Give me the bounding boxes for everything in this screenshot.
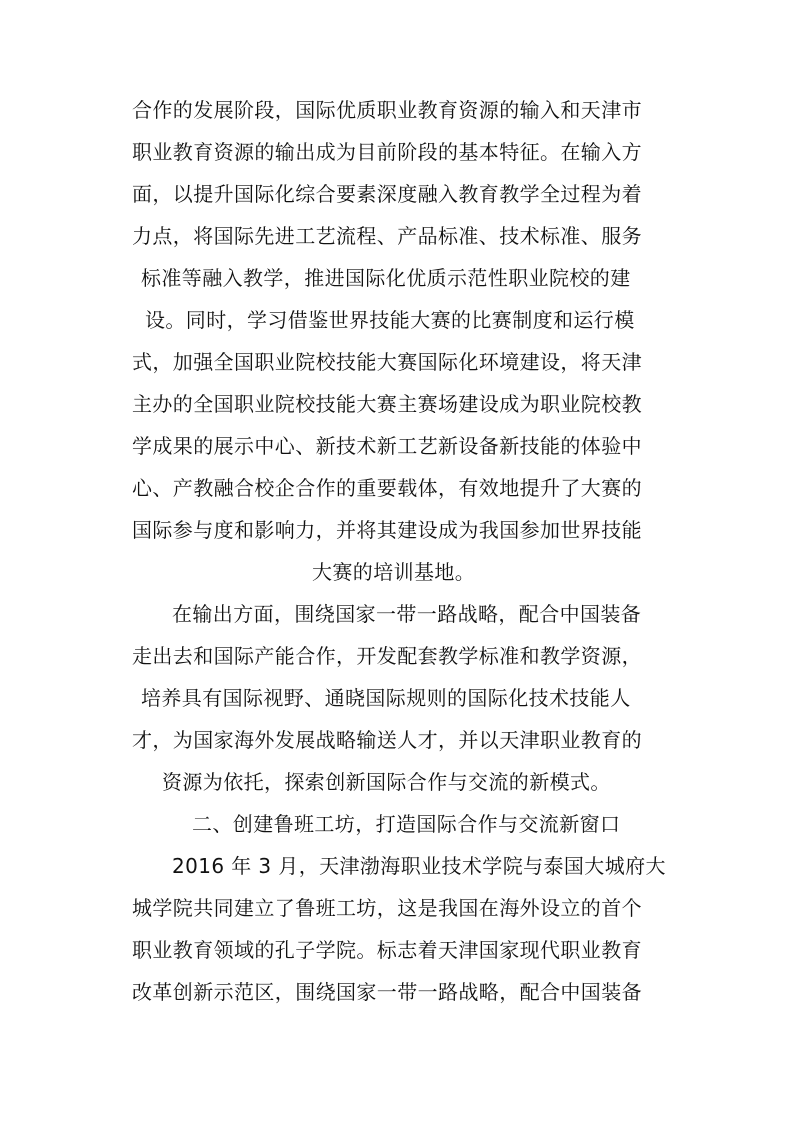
text-line-3: 面，以提升国际化综合要素深度融入教育教学全过程为着 — [132, 182, 642, 206]
text-line-6: 设。同时，学习借鉴世界技能大赛的比赛制度和运行模 — [145, 308, 635, 332]
text-line-1: 合作的发展阶段，国际优质职业教育资源的输入和天津市 — [132, 98, 642, 122]
text-line-10: 心、产教融合校企合作的重要载体，有效地提升了大赛的 — [132, 476, 642, 500]
text-line-22: 改革创新示范区，围绕国家一带一路战略，配合中国装备 — [132, 980, 642, 1004]
text-line-13: 在输出方面，围绕国家一带一路战略，配合中国装备 — [172, 602, 642, 626]
section-heading: 二、创建鲁班工坊，打造国际合作与交流新窗口 — [192, 812, 621, 836]
text-line-15: 培养具有国际视野、通晓国际规则的国际化技术技能人 — [141, 686, 631, 710]
text-line-19: 2016 年 3 月，天津渤海职业技术学院与泰国大城府大 — [172, 854, 666, 878]
text-line-12: 大赛的培训基地。 — [312, 560, 476, 584]
text-line-5: 标准等融入教学，推进国际化优质示范性职业院校的建 — [141, 266, 631, 290]
text-line-21: 职业教育领域的孔子学院。标志着天津国家现代职业教育 — [132, 938, 642, 962]
text-line-7: 式，加强全国职业院校技能大赛国际化环境建设，将天津 — [132, 350, 642, 374]
text-line-9: 学成果的展示中心、新技术新工艺新设备新技能的体验中 — [132, 434, 642, 458]
text-line-4: 力点，将国际先进工艺流程、产品标准、技术标准、服务 — [132, 224, 642, 248]
text-line-11: 国际参与度和影响力，并将其建设成为我国参加世界技能 — [132, 518, 642, 542]
text-line-8: 主办的全国职业院校技能大赛主赛场建设成为职业院校教 — [132, 392, 642, 416]
text-line-14: 走出去和国际产能合作，开发配套教学标准和教学资源， — [132, 644, 642, 668]
text-line-17: 资源为依托，探索创新国际合作与交流的新模式。 — [162, 770, 611, 794]
text-line-20: 城学院共同建立了鲁班工坊，这是我国在海外设立的首个 — [132, 896, 642, 920]
text-line-16: 才，为国家海外发展战略输送人才，并以天津职业教育的 — [132, 728, 642, 752]
text-line-2: 职业教育资源的输出成为目前阶段的基本特征。在输入方 — [132, 140, 642, 164]
